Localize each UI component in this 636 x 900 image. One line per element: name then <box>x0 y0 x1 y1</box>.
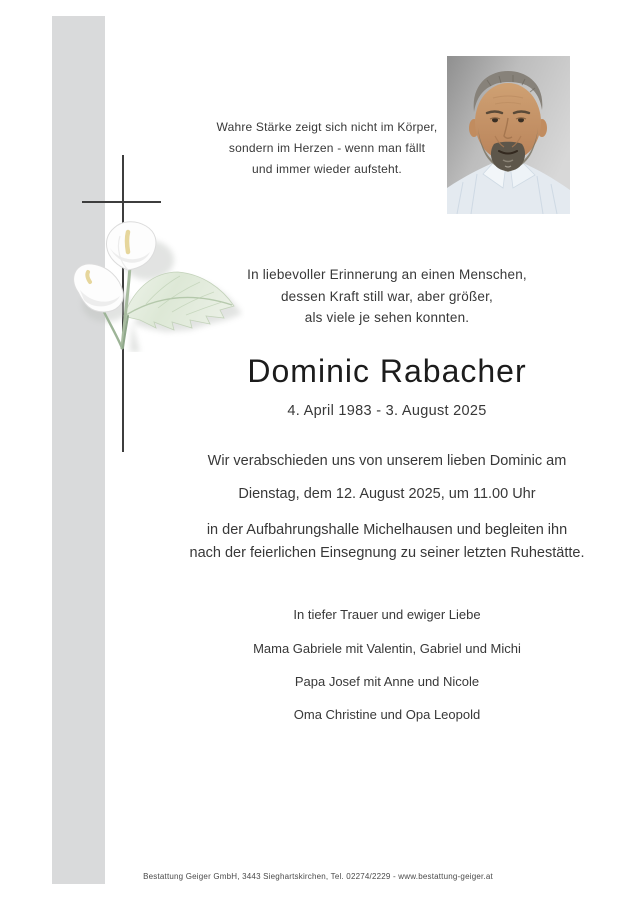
announcement-location <box>137 519 636 564</box>
deceased-dates: 4. April 1983 - 3. August 2025 <box>287 403 487 419</box>
announcement-line: nach der feierlichen Einsegnung zu seiner letzten Ruhestätte. <box>189 544 585 561</box>
quote-line: Wahre Stärke zeigt sich nicht im Körper, <box>216 120 438 134</box>
memorial-line: In liebevoller Erinnerung an einen Menschen, <box>247 267 527 282</box>
quote-line: sondern im Herzen - wenn man fällt <box>228 141 426 155</box>
cross-icon <box>82 201 161 203</box>
memorial-block <box>137 264 636 329</box>
mourners-line: Oma Christine und Opa Leopold <box>293 707 481 722</box>
memorial-line: dessen Kraft still war, aber größer, <box>280 288 494 304</box>
quote-line: und immer wieder aufsteht. <box>252 162 402 176</box>
funeral-home-footer: Bestattung Geiger GmbH, 3443 Sieghartskirchen, Tel. 02274/2229 - www.bestattung-geiger.at <box>143 872 493 881</box>
quote-block <box>167 117 487 180</box>
announcement-line: Wir verabschieden uns von unserem lieben Dominic am <box>207 453 567 469</box>
deceased-name: Dominic Rabacher <box>247 353 527 389</box>
mourners-line: Papa Josef mit Anne und Nicole <box>294 674 480 689</box>
side-band <box>52 16 105 884</box>
announcement-line: in der Aufbahrungshalle Michelhausen und begleiten ihn <box>206 522 568 538</box>
mourners-intro: In tiefer Trauer und ewiger Liebe <box>293 607 481 622</box>
memorial-line: als viele je sehen konnten. <box>304 310 470 325</box>
mourners-line: Mama Gabriele mit Valentin, Gabriel und Michi <box>253 641 521 656</box>
announcement-date: Dienstag, dem 12. August 2025, um 11.00 Uhr <box>238 486 536 502</box>
